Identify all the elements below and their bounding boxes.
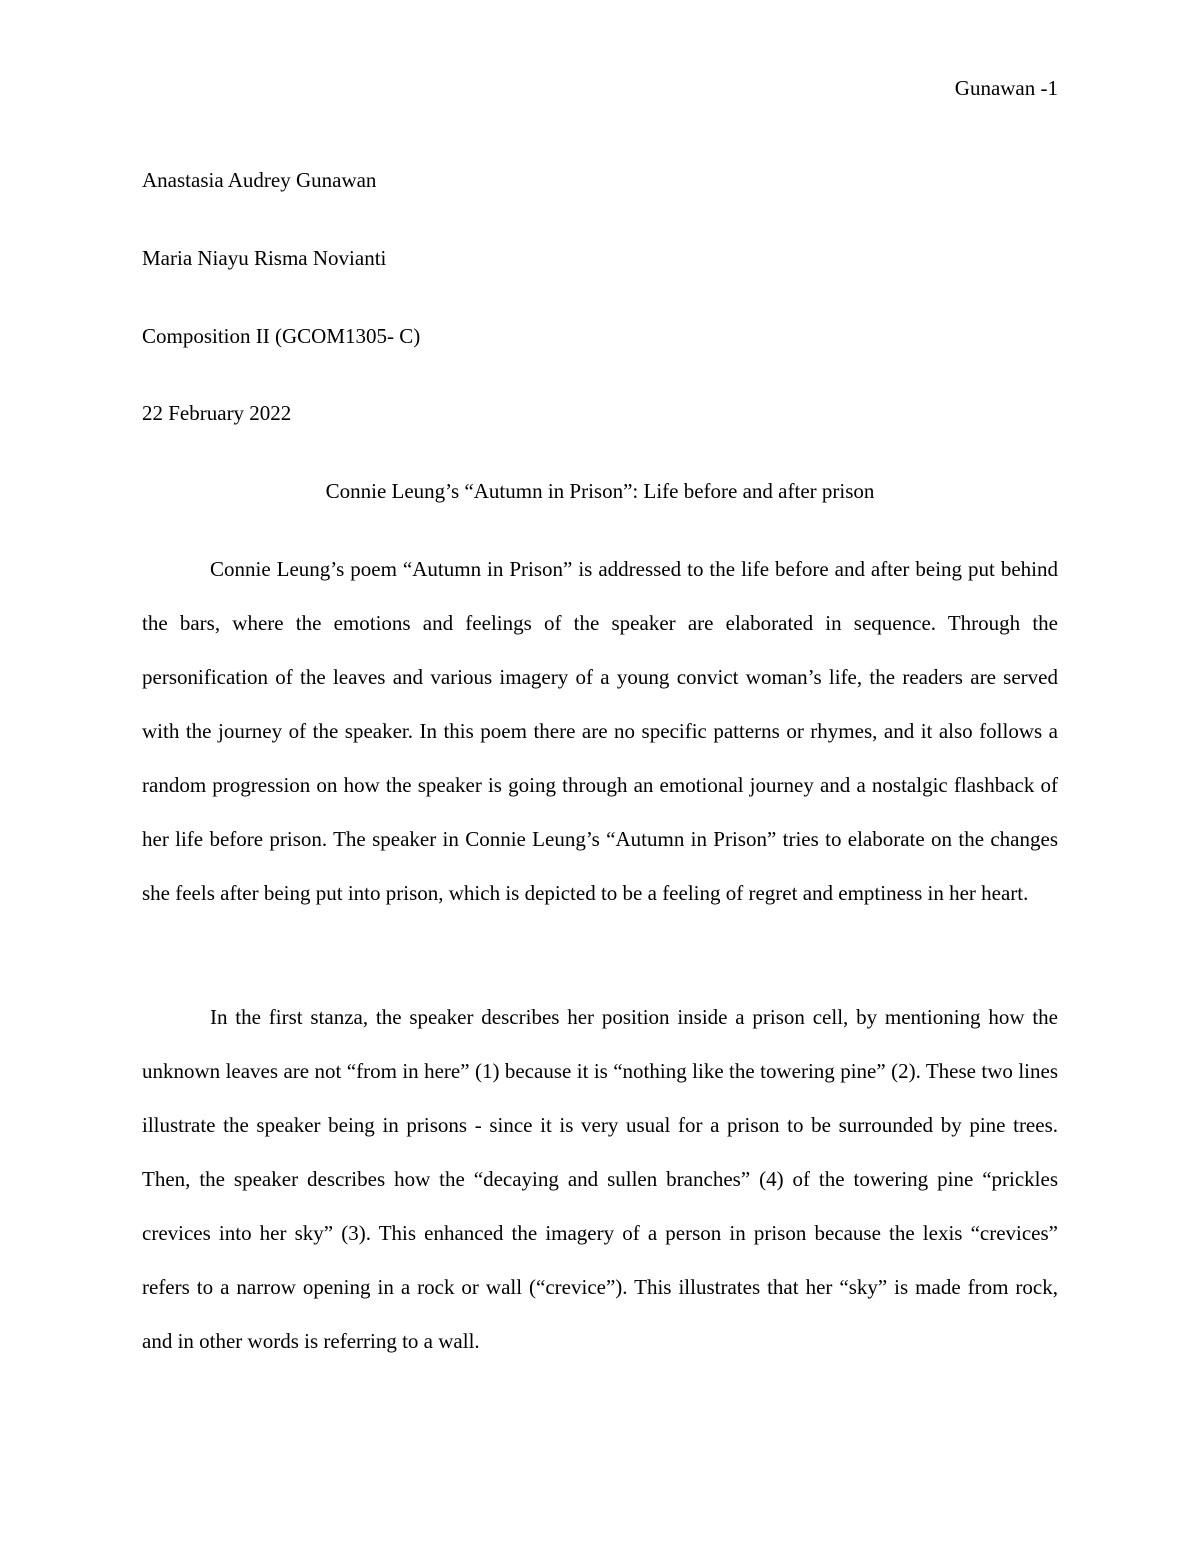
body-paragraph: Connie Leung’s poem “Autumn in Prison” is addressed to the life before and after being put behind the bars, where the emotions and feelings of the speaker are elaborated in sequence. Through the personification of the leaves and various imagery of a young convict woman’s life, the readers are served with the journey of the speaker. In this poem there are no specific patterns or rhymes, and it also follows a random progression on how the speaker is going through an emotional journey and a nostalgic flashback of her life before prison. The speaker in Connie Leung’s “Autumn in Prison” tries to elaborate on the changes she feels after being put into prison, which is depicted to be a feeling of regret and emptiness in her heart.	[142, 557, 1058, 905]
running-head: Gunawan -1	[954, 76, 1058, 100]
course-name: Composition II (GCOM1305- C)	[142, 324, 421, 348]
author-name: Anastasia Audrey Gunawan	[142, 168, 377, 192]
body-paragraph: In the first stanza, the speaker describes her position inside a prison cell, by mentioning how the unknown leaves are not “from in here” (1) because it is “nothing like the towering pine” (2). These two lines illustrate the speaker being in prisons - since it is very usual for a prison to be surrounded by pine trees. Then, the speaker describes how the “decaying and sullen branches” (4) of the towering pine “prickles crevices into her sky” (3). This enhanced the imagery of a person in prison because the lexis “crevices” refers to a narrow opening in a rock or wall (“crevice”). This illustrates that her “sky” is made from rock, and in other words is referring to a wall.	[142, 1005, 1058, 1353]
instructor-name: Maria Niayu Risma Novianti	[142, 246, 387, 270]
essay-title: Connie Leung’s “Autumn in Prison”: Life before and after prison	[325, 479, 875, 503]
submission-date: 22 February 2022	[142, 401, 292, 425]
